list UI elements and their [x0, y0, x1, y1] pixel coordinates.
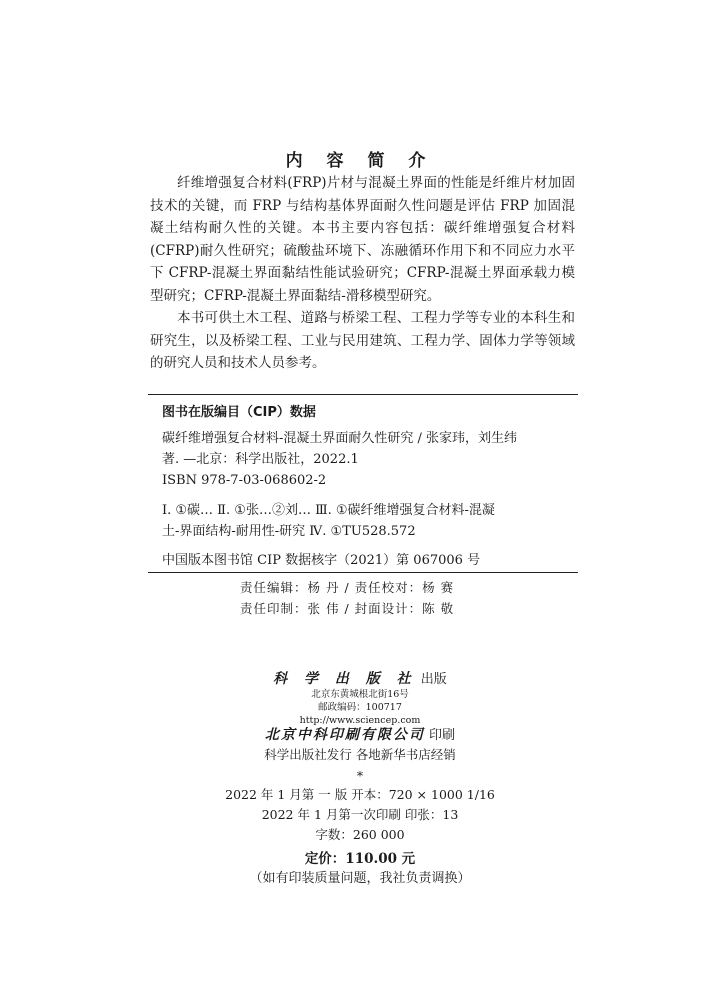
credits-line-2: 责任印制：张 伟 / 封面设计：陈 敬 [240, 601, 455, 616]
quality-note: （如有印装质量问题，我社负责调换） [249, 871, 471, 886]
cip-heading: 图书在版编目（CIP）数据 [162, 405, 316, 420]
printer-line [0, 724, 720, 744]
edition-line-2: 2022 年 1 月第一次印刷 印张：13 [261, 807, 459, 822]
cip-title-line-2: 著. —北京：科学出版社，2022.1 [162, 452, 359, 467]
separator-star: * [356, 768, 364, 783]
cip-isbn: ISBN 978-7-03-068602-2 [162, 473, 327, 488]
publisher-address: 北京东黄城根北街16号 [311, 689, 409, 700]
distribution-line: 科学出版社发行 各地新华书店经销 [264, 747, 456, 762]
cip-catalog-number: 中国版本图书馆 CIP 数据核字（2021）第 067006 号 [162, 553, 481, 568]
cip-top-rule [148, 394, 578, 395]
credits-line-1: 责任编辑：杨 丹 / 责任校对：杨 赛 [240, 580, 455, 595]
publisher-suffix: 出版 [416, 672, 447, 687]
intro-paragraph-1: 纤维增强复合材料(FRP)片材与混凝土界面的性能是纤维片材加固技术的关键，而 FRP 与结构基体界面耐久性问题是评估 FRP 加固混凝土结构耐久性的关键。本书主要内容包括：碳纤维增强复合材料(CFRP)耐久性研究；硫酸盐环境下、冻融循环作用下和不同应力水平下 CFRP-混凝土界面黏结性能试验研究；CFRP-混凝土界面承载力模型研究；CFRP-混凝土界面黏结-滑移模型研究。 [150, 175, 575, 304]
printer-suffix: 印刷 [424, 728, 456, 743]
cip-classification-line-1: Ⅰ. ①碳… Ⅱ. ①张…②刘… Ⅲ. ①碳纤维增强复合材料-混凝 [162, 503, 495, 518]
publisher-postcode: 邮政编码：100717 [318, 702, 402, 713]
printer-name: 北京中科印刷有限公司 [264, 727, 425, 743]
word-count: 字数：260 000 [315, 827, 405, 842]
cip-title-line-1: 碳纤维增强复合材料-混凝土界面耐久性研究 / 张家玮，刘生纬 [162, 431, 518, 446]
price: 定价：110.00 元 [304, 851, 416, 867]
publisher-url: http://www.sciencep.com [299, 715, 421, 726]
publisher-logo-text: 科 学 出 版 社 [273, 671, 417, 687]
intro-paragraph-2: 本书可供土木工程、道路与桥梁工程、工程力学等专业的本科生和研究生，以及桥梁工程、工业与民用建筑、工程力学、固体力学等领域的研究人员和技术人员参考。 [150, 310, 575, 371]
intro-title: 内 容 简 介 [285, 151, 435, 171]
edition-line-1: 2022 年 1 月第 一 版 开本：720 × 1000 1/16 [225, 787, 495, 802]
cip-classification-line-2: 土-界面结构-耐用性-研究 Ⅳ. ①TU528.572 [162, 524, 416, 539]
publisher-line [0, 668, 720, 688]
cip-bottom-rule [148, 572, 578, 573]
